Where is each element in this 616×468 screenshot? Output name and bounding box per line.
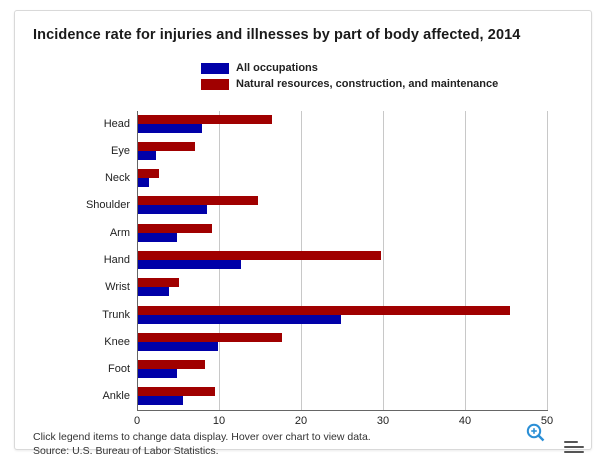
legend-label-natural-resources: Natural resources, construction, and maintenance xyxy=(236,78,499,90)
bar-all-occupations[interactable] xyxy=(138,342,218,351)
chart-legend[interactable] xyxy=(201,61,498,93)
chart-card xyxy=(14,10,592,457)
bar-all-occupations[interactable] xyxy=(138,287,169,296)
bar-group[interactable] xyxy=(103,247,548,274)
bar-group[interactable] xyxy=(85,193,548,220)
bar-natural-resources[interactable] xyxy=(138,169,159,178)
category-label: Foot xyxy=(107,363,130,376)
hamburger-menu-icon[interactable] xyxy=(564,441,584,457)
bar-all-occupations[interactable] xyxy=(138,205,207,214)
x-tick-label: 50 xyxy=(540,415,554,427)
bar-group[interactable] xyxy=(105,275,548,302)
bar-all-occupations[interactable] xyxy=(138,151,156,160)
category-label: Head xyxy=(103,117,130,130)
bar-group[interactable] xyxy=(107,356,548,383)
bar-group[interactable] xyxy=(103,111,548,138)
category-label: Ankle xyxy=(102,390,130,403)
legend-swatch-all-occupations xyxy=(201,63,229,74)
bar-natural-resources[interactable] xyxy=(138,278,179,287)
bar-natural-resources[interactable] xyxy=(138,196,258,205)
x-tick-label: 40 xyxy=(458,415,472,427)
category-label: Neck xyxy=(104,172,130,185)
bar-group[interactable] xyxy=(104,329,548,356)
bar-group[interactable] xyxy=(102,384,548,411)
x-tick-label: 20 xyxy=(294,415,308,427)
bar-group[interactable] xyxy=(111,138,548,165)
x-tick-label: 0 xyxy=(133,415,141,427)
bar-group[interactable] xyxy=(109,220,548,247)
legend-item-natural-resources[interactable] xyxy=(201,77,498,91)
bar-natural-resources[interactable] xyxy=(138,251,381,260)
legend-swatch-natural-resources xyxy=(201,79,229,90)
bar-all-occupations[interactable] xyxy=(138,178,149,187)
legend-label-all-occupations: All occupations xyxy=(236,62,318,74)
menu-bar-1 xyxy=(564,441,578,443)
bar-natural-resources[interactable] xyxy=(138,333,282,342)
chart-source-text: Source: U.S. Bureau of Labor Statistics. xyxy=(33,445,219,457)
chart-plot-area[interactable] xyxy=(85,111,554,427)
category-label: Shoulder xyxy=(85,199,130,212)
chart-title: Incidence rate for injuries and illnesses by part of body affected, 2014 xyxy=(33,27,521,43)
category-label: Hand xyxy=(103,253,130,266)
chart-hint-text: Click legend items to change data display. Hover over chart to view data. xyxy=(33,431,371,443)
category-label: Knee xyxy=(104,335,130,348)
bar-all-occupations[interactable] xyxy=(138,315,341,324)
bar-natural-resources[interactable] xyxy=(138,360,205,369)
bar-all-occupations[interactable] xyxy=(138,124,202,133)
menu-bar-2 xyxy=(564,446,584,448)
bar-natural-resources[interactable] xyxy=(138,115,272,124)
bar-all-occupations[interactable] xyxy=(138,396,183,405)
bar-natural-resources[interactable] xyxy=(138,142,195,151)
category-label: Wrist xyxy=(105,281,130,294)
category-label: Arm xyxy=(109,226,130,239)
bar-group[interactable] xyxy=(104,166,548,193)
legend-item-all-occupations[interactable] xyxy=(201,61,498,75)
category-label: Trunk xyxy=(102,308,130,321)
menu-bar-3 xyxy=(564,451,584,453)
bar-natural-resources[interactable] xyxy=(138,224,212,233)
bar-all-occupations[interactable] xyxy=(138,260,241,269)
x-tick-label: 10 xyxy=(212,415,226,427)
magnifier-plus-icon[interactable] xyxy=(526,423,545,442)
category-label: Eye xyxy=(111,144,130,157)
bar-group[interactable] xyxy=(102,302,548,329)
bar-all-occupations[interactable] xyxy=(138,369,177,378)
x-tick-label: 30 xyxy=(376,415,390,427)
bar-natural-resources[interactable] xyxy=(138,306,510,315)
bar-all-occupations[interactable] xyxy=(138,233,177,242)
bar-natural-resources[interactable] xyxy=(138,387,215,396)
